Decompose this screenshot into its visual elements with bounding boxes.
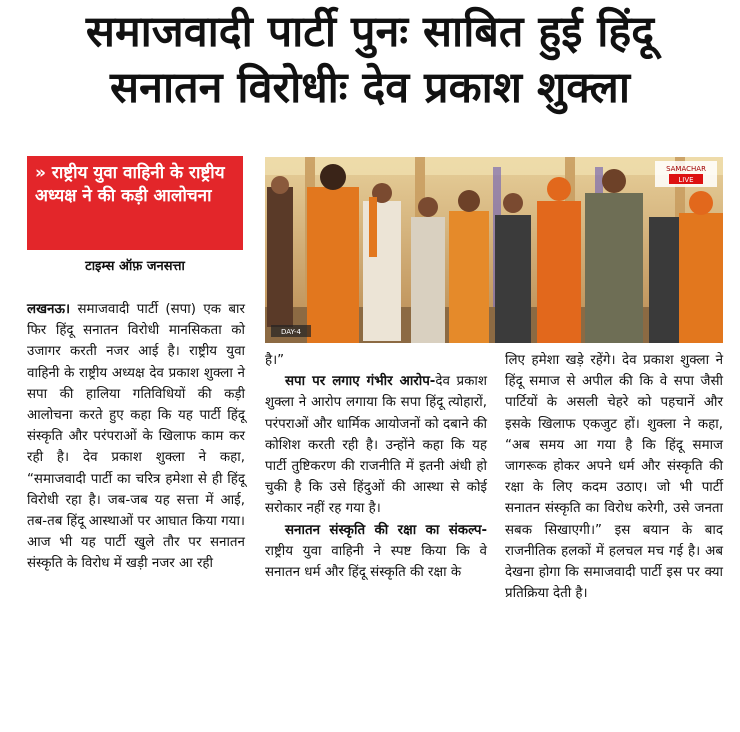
article-column-2 [265,350,487,583]
col1-text: समाजवादी पार्टी (सपा) एक बार फिर हिंदू सनातन विरोधी मानसिकता को उजागर करती नजर आई है। राष्ट्रीय युवा वाहिनी के राष्ट्रीय अध्यक्ष देव प्रकाश शुक्ला ने सपा की हालिया गतिविधियों की कड़ी आलोचना करते हुए कहा कि यह पार्टी हिंदू संस्कृति और परंपराओं के खिलाफ काम कर रही है। देव प्रकाश शुक्ला ने कहा, “समाजवादी पार्टी का चरित्र हमेशा से ही हिंदू विरोधी रहा है। जब-जब यह सत्ता में आई, तब-तब हिंदू आस्थाओं पर आघात किया गया। आज भी यह पार्टी खुले तौर पर सनातन संस्कृति के विरोध में खड़ी नजर आ रही [27,302,245,572]
headline [0,4,740,116]
day-label: DAY-4 [281,328,301,336]
badge-live-text: LIVE [678,176,694,184]
highlight-box: » राष्ट्रीय युवा वाहिनी के राष्ट्रीय अध्यक्ष ने की कड़ी आलोचना [27,156,243,250]
dateline: लखनऊ। [27,302,71,317]
headline-line-1: समाजवादी पार्टी पुनः साबित हुई हिंदू [85,7,655,57]
headline-line-2: सनातन विरोधीः देव प्रकाश शुक्ला [110,63,630,113]
col2-start: है।” [265,353,285,368]
col3-text: लिए हमेशा खड़े रहेंगे। देव प्रकाश शुक्ला ने हिंदू समाज से अपील की कि वे सपा जैसी पार्टियों के असली चेहरे को पहचानें और इसके खिलाफ एकजुट हों। शुक्ला ने कहा, “अब समय आ गया है कि हिंदू समाज जागरूक होकर अपने धर्म और संस्कृति की रक्षा के लिए कदम उठाए। जो भी पार्टी सनातन संस्कृति का विरोध करेगी, उसे जनता सबक सिखाएगी।” इस बयान के बाद राजनीतिक हलकों में हलचल मच गई है। अब देखना होगा कि समाजवादी पार्टी इस पर क्या प्रतिक्रिया देती है। [505,353,723,602]
badge-top-text: SAMACHAR [666,165,706,173]
sub1-text: देव प्रकाश शुक्ला ने आरोप लगाया कि सपा हिंदू त्योहारों, परंपराओं और धार्मिक आयोजनों को दबाने की कोशिश करती रही है। उन्होंने कहा कि यह पार्टी तुष्टिकरण की राजनीति में इतनी अंधी हो चुकी है कि उसे हिंदुओं की आस्था से कोई सरोकार नहीं रह गया है। [265,374,487,517]
subheading-1: सपा पर लगाए गंभीर आरोप- [285,374,436,390]
article-column-3 [505,350,723,604]
stage-illustration [265,157,723,343]
subheading-2: सनातन संस्कृति की रक्षा का संकल्प- [285,522,487,538]
event-photo [265,157,723,343]
sub2-text: राष्ट्रीय युवा वाहिनी ने स्पष्ट किया कि वे सनातन धर्म और हिंदू संस्कृति की रक्षा के [265,543,487,581]
article-column-1 [27,299,245,575]
source-credit: टाइम्स ऑफ़ जनसत्ता [85,259,185,274]
